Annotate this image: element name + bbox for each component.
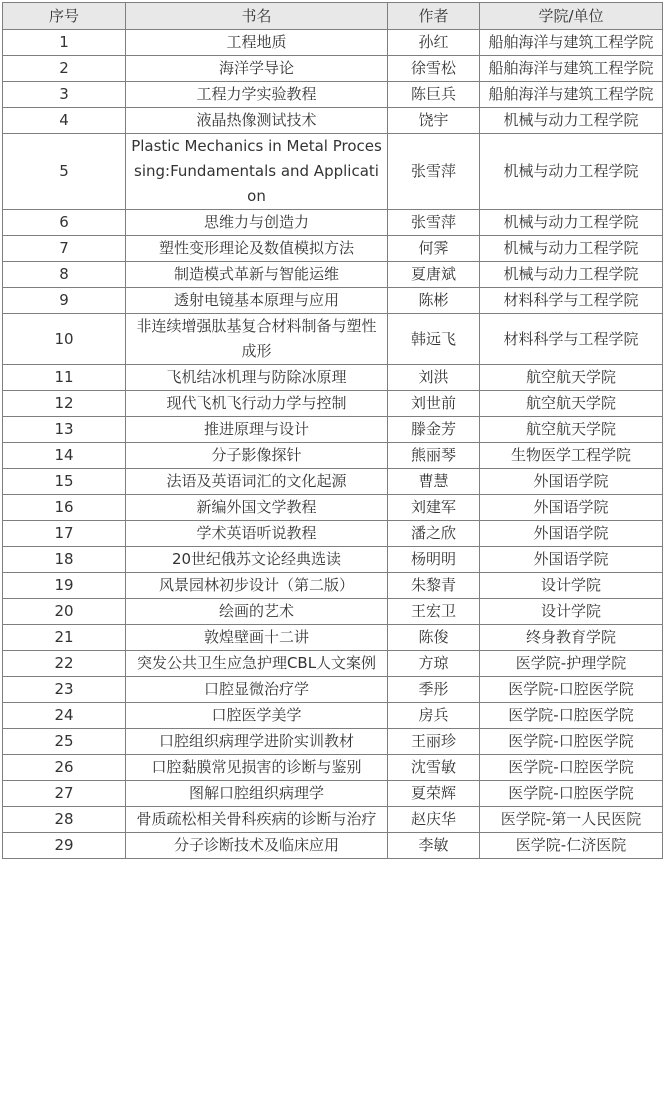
table-row	[3, 703, 663, 729]
book-title: 图解口腔组织病理学	[126, 781, 388, 807]
table-row	[3, 262, 663, 288]
book-title: 飞机结冰机理与防除冰原理	[126, 365, 388, 391]
book-unit: 机械与动力工程学院	[480, 210, 663, 236]
book-title: 口腔组织病理学进阶实训教材	[126, 729, 388, 755]
book-author: 陈俊	[388, 625, 480, 651]
book-title: 现代飞机飞行动力学与控制	[126, 391, 388, 417]
table-row	[3, 314, 663, 365]
row-number: 1	[3, 30, 126, 56]
row-number: 12	[3, 391, 126, 417]
table-row	[3, 210, 663, 236]
book-title: 口腔医学美学	[126, 703, 388, 729]
book-title: 口腔显微治疗学	[126, 677, 388, 703]
book-unit: 终身教育学院	[480, 625, 663, 651]
table-row	[3, 651, 663, 677]
book-author: 刘世前	[388, 391, 480, 417]
book-unit: 航空航天学院	[480, 417, 663, 443]
book-unit: 医学院-口腔医学院	[480, 755, 663, 781]
row-number: 27	[3, 781, 126, 807]
book-unit: 医学院-口腔医学院	[480, 677, 663, 703]
book-title: 20世纪俄苏文论经典选读	[126, 547, 388, 573]
book-unit: 外国语学院	[480, 547, 663, 573]
book-unit: 医学院-口腔医学院	[480, 729, 663, 755]
book-author: 张雪萍	[388, 210, 480, 236]
table-row	[3, 134, 663, 210]
book-author: 朱黎青	[388, 573, 480, 599]
book-author: 杨明明	[388, 547, 480, 573]
row-number: 18	[3, 547, 126, 573]
book-author: 张雪萍	[388, 134, 480, 210]
book-unit: 机械与动力工程学院	[480, 134, 663, 210]
table-row	[3, 521, 663, 547]
book-title: 风景园林初步设计（第二版）	[126, 573, 388, 599]
row-number: 2	[3, 56, 126, 82]
header-title: 书名	[126, 3, 388, 30]
book-author: 夏荣辉	[388, 781, 480, 807]
book-title: 学术英语听说教程	[126, 521, 388, 547]
table-header-row	[3, 3, 663, 30]
book-unit: 医学院-护理学院	[480, 651, 663, 677]
book-author: 刘建军	[388, 495, 480, 521]
book-title: 思维力与创造力	[126, 210, 388, 236]
table-row	[3, 469, 663, 495]
book-author: 王丽珍	[388, 729, 480, 755]
book-author: 饶宇	[388, 108, 480, 134]
row-number: 26	[3, 755, 126, 781]
book-unit: 外国语学院	[480, 521, 663, 547]
row-number: 5	[3, 134, 126, 210]
book-unit: 外国语学院	[480, 495, 663, 521]
book-author: 沈雪敏	[388, 755, 480, 781]
book-title: 法语及英语词汇的文化起源	[126, 469, 388, 495]
book-unit: 医学院-口腔医学院	[480, 781, 663, 807]
table-row	[3, 807, 663, 833]
book-unit: 船舶海洋与建筑工程学院	[480, 30, 663, 56]
row-number: 23	[3, 677, 126, 703]
table-row	[3, 781, 663, 807]
book-title: 分子影像探针	[126, 443, 388, 469]
table-row	[3, 755, 663, 781]
row-number: 13	[3, 417, 126, 443]
row-number: 4	[3, 108, 126, 134]
row-number: 21	[3, 625, 126, 651]
book-author: 熊丽琴	[388, 443, 480, 469]
book-unit: 材料科学与工程学院	[480, 314, 663, 365]
book-unit: 设计学院	[480, 573, 663, 599]
header-unit: 学院/单位	[480, 3, 663, 30]
row-number: 10	[3, 314, 126, 365]
row-number: 24	[3, 703, 126, 729]
book-unit: 外国语学院	[480, 469, 663, 495]
book-unit: 机械与动力工程学院	[480, 108, 663, 134]
row-number: 25	[3, 729, 126, 755]
book-author: 王宏卫	[388, 599, 480, 625]
book-title: 工程地质	[126, 30, 388, 56]
table-row	[3, 30, 663, 56]
book-title: 透射电镜基本原理与应用	[126, 288, 388, 314]
book-unit: 设计学院	[480, 599, 663, 625]
table-row	[3, 236, 663, 262]
table-row	[3, 729, 663, 755]
book-author: 赵庆华	[388, 807, 480, 833]
book-unit: 船舶海洋与建筑工程学院	[480, 56, 663, 82]
book-author: 李敏	[388, 833, 480, 859]
book-unit: 机械与动力工程学院	[480, 262, 663, 288]
book-author: 潘之欣	[388, 521, 480, 547]
book-title: 突发公共卫生应急护理CBL人文案例	[126, 651, 388, 677]
table-row	[3, 288, 663, 314]
book-author: 韩远飞	[388, 314, 480, 365]
book-author: 方琼	[388, 651, 480, 677]
row-number: 29	[3, 833, 126, 859]
book-unit: 医学院-第一人民医院	[480, 807, 663, 833]
book-title: Plastic Mechanics in Metal Processing:Fundamentals and Application	[126, 134, 388, 210]
book-title: 分子诊断技术及临床应用	[126, 833, 388, 859]
table-row	[3, 677, 663, 703]
book-title: 新编外国文学教程	[126, 495, 388, 521]
book-title: 推进原理与设计	[126, 417, 388, 443]
book-table	[2, 2, 663, 859]
book-unit: 医学院-口腔医学院	[480, 703, 663, 729]
book-title: 液晶热像测试技术	[126, 108, 388, 134]
row-number: 17	[3, 521, 126, 547]
book-unit: 生物医学工程学院	[480, 443, 663, 469]
book-author: 陈彬	[388, 288, 480, 314]
table-row	[3, 599, 663, 625]
book-title: 制造模式革新与智能运维	[126, 262, 388, 288]
header-no: 序号	[3, 3, 126, 30]
book-unit: 航空航天学院	[480, 365, 663, 391]
book-unit: 航空航天学院	[480, 391, 663, 417]
book-author: 滕金芳	[388, 417, 480, 443]
table-row	[3, 82, 663, 108]
row-number: 6	[3, 210, 126, 236]
row-number: 28	[3, 807, 126, 833]
book-title: 海洋学导论	[126, 56, 388, 82]
book-author: 房兵	[388, 703, 480, 729]
table-row	[3, 108, 663, 134]
book-title: 口腔黏膜常见损害的诊断与鉴别	[126, 755, 388, 781]
table-row	[3, 547, 663, 573]
row-number: 16	[3, 495, 126, 521]
table-row	[3, 391, 663, 417]
book-author: 何霁	[388, 236, 480, 262]
table-row	[3, 833, 663, 859]
row-number: 9	[3, 288, 126, 314]
table-row	[3, 443, 663, 469]
table-row	[3, 56, 663, 82]
row-number: 14	[3, 443, 126, 469]
row-number: 7	[3, 236, 126, 262]
table-row	[3, 625, 663, 651]
row-number: 8	[3, 262, 126, 288]
book-author: 陈巨兵	[388, 82, 480, 108]
row-number: 19	[3, 573, 126, 599]
row-number: 22	[3, 651, 126, 677]
book-author: 夏唐斌	[388, 262, 480, 288]
book-title: 绘画的艺术	[126, 599, 388, 625]
book-author: 刘洪	[388, 365, 480, 391]
table-row	[3, 365, 663, 391]
row-number: 11	[3, 365, 126, 391]
book-author: 曹慧	[388, 469, 480, 495]
book-unit: 机械与动力工程学院	[480, 236, 663, 262]
book-unit: 船舶海洋与建筑工程学院	[480, 82, 663, 108]
book-title: 塑性变形理论及数值模拟方法	[126, 236, 388, 262]
book-author: 季彤	[388, 677, 480, 703]
book-author: 孙红	[388, 30, 480, 56]
row-number: 15	[3, 469, 126, 495]
table-row	[3, 417, 663, 443]
book-author: 徐雪松	[388, 56, 480, 82]
book-unit: 材料科学与工程学院	[480, 288, 663, 314]
book-title: 非连续增强肽基复合材料制备与塑性成形	[126, 314, 388, 365]
table-body	[3, 30, 663, 859]
table-row	[3, 495, 663, 521]
row-number: 20	[3, 599, 126, 625]
row-number: 3	[3, 82, 126, 108]
book-title: 工程力学实验教程	[126, 82, 388, 108]
header-author: 作者	[388, 3, 480, 30]
book-title: 敦煌壁画十二讲	[126, 625, 388, 651]
book-unit: 医学院-仁济医院	[480, 833, 663, 859]
table-row	[3, 573, 663, 599]
book-title: 骨质疏松相关骨科疾病的诊断与治疗	[126, 807, 388, 833]
